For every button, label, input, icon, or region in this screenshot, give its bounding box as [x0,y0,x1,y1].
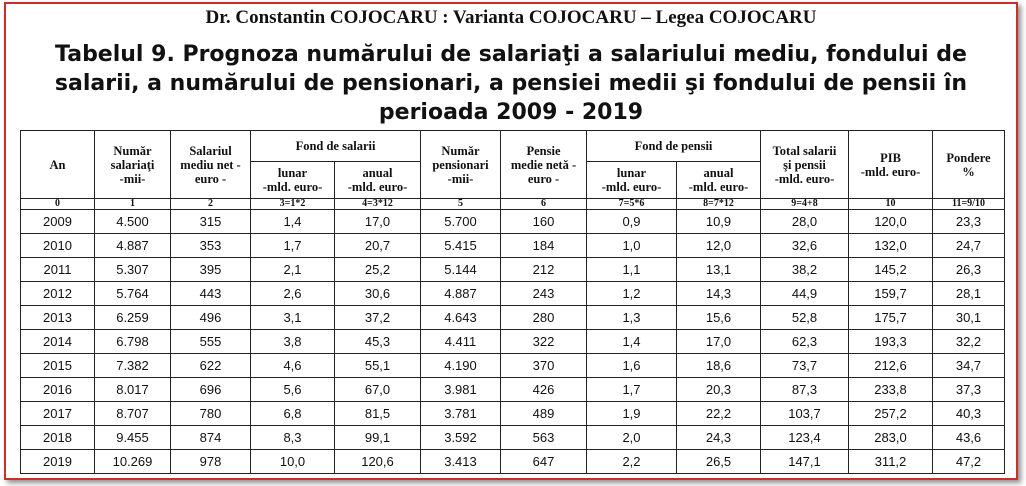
table-row [21,378,1005,402]
table-cell: 2,0 [587,426,677,450]
table-cell: 243 [501,282,587,306]
table-cell: 0,9 [587,210,677,234]
header-pondere: Pondere % [933,131,1005,199]
table-cell: 87,3 [761,378,849,402]
table-cell: 353 [171,234,251,258]
table-cell: 25,2 [335,258,421,282]
header-fond-salarii-anual: anual -mld. euro- [335,162,421,199]
table-cell: 2019 [21,450,95,474]
table-cell: 212 [501,258,587,282]
table-cell: 13,1 [677,258,761,282]
table-cell: 622 [171,354,251,378]
header-salariul-mediu: Salariul mediu net - euro - [171,131,251,199]
table-cell: 18,6 [677,354,761,378]
table-cell: 145,2 [849,258,933,282]
header-fond-salarii-lunar: lunar -mld. euro- [251,162,335,199]
table-title-line: perioada 2009 - 2019 [378,100,644,125]
table-cell: 32,6 [761,234,849,258]
table-cell: 1,3 [587,306,677,330]
table-cell: 4.190 [421,354,501,378]
header-total: Total salarii şi pensii -mld. euro- [761,131,849,199]
table-cell: 10,9 [677,210,761,234]
table-cell: 6.798 [95,330,171,354]
table-cell: 44,9 [761,282,849,306]
header-numar-pensionari: Număr pensionari -mii- [421,131,501,199]
table-cell: 30,6 [335,282,421,306]
table-title-line: Tabelul 9. Prognoza numărului de salariaţi a salariului mediu, fondului de [55,42,967,67]
table-cell: 4.500 [95,210,171,234]
table-cell: 10.269 [95,450,171,474]
forecast-table [20,130,1005,474]
header-fond-pensii: Fond de pensii [587,131,761,162]
table-cell: 5.764 [95,282,171,306]
table-cell: 3.592 [421,426,501,450]
table-cell: 22,2 [677,402,761,426]
table-cell: 37,3 [933,378,1005,402]
table-cell: 99,1 [335,426,421,450]
table-cell: 120,6 [335,450,421,474]
table-cell: 103,7 [761,402,849,426]
header-numar-salariati: Număr salariaţi -mii- [95,131,171,199]
table-cell: 52,8 [761,306,849,330]
table-cell: 3,1 [251,306,335,330]
table-cell: 874 [171,426,251,450]
table-cell: 7.382 [95,354,171,378]
table-cell: 17,0 [677,330,761,354]
table-cell: 24,3 [677,426,761,450]
table-cell: 1,1 [587,258,677,282]
table-row [21,282,1005,306]
table-cell: 81,5 [335,402,421,426]
column-index-cell: 3=1*2 [251,199,335,210]
table-cell: 4.411 [421,330,501,354]
table-cell: 3.981 [421,378,501,402]
table-row [21,258,1005,282]
table-cell: 426 [501,378,587,402]
table-row [21,402,1005,426]
table-cell: 8.707 [95,402,171,426]
header-pensie-medie: Pensie medie netă - euro - [501,131,587,199]
table-cell: 555 [171,330,251,354]
table-cell: 23,3 [933,210,1005,234]
column-index-cell: 7=5*6 [587,199,677,210]
table-cell: 370 [501,354,587,378]
table-cell: 212,6 [849,354,933,378]
column-index-cell: 8=7*12 [677,199,761,210]
author-banner: Dr. Constantin COJOCARU : Varianta COJOCARU – Legea COJOCARU [205,7,817,28]
table-cell: 43,6 [933,426,1005,450]
table-cell: 4.643 [421,306,501,330]
column-index-cell: 0 [21,199,95,210]
table-cell: 160 [501,210,587,234]
header-fond-pensii-anual: anual -mld. euro- [677,162,761,199]
document-frame [4,2,1018,480]
column-index-cell: 1 [95,199,171,210]
table-cell: 15,6 [677,306,761,330]
table-cell: 32,2 [933,330,1005,354]
table-cell: 4,6 [251,354,335,378]
table-cell: 26,3 [933,258,1005,282]
table-cell: 315 [171,210,251,234]
table-cell: 3.413 [421,450,501,474]
table-cell: 14,3 [677,282,761,306]
table-cell: 6.259 [95,306,171,330]
table-cell: 193,3 [849,330,933,354]
table-cell: 67,0 [335,378,421,402]
table-cell: 47,2 [933,450,1005,474]
table-cell: 28,1 [933,282,1005,306]
table-cell: 132,0 [849,234,933,258]
header-fond-pensii-lunar: lunar -mld. euro- [587,162,677,199]
table-cell: 4.887 [421,282,501,306]
table-row [21,354,1005,378]
table-cell: 12,0 [677,234,761,258]
table-cell: 2017 [21,402,95,426]
table-cell: 2009 [21,210,95,234]
table-cell: 20,3 [677,378,761,402]
table-cell: 2013 [21,306,95,330]
table-cell: 26,5 [677,450,761,474]
table-title-line: salarii, a numărului de pensionari, a pensiei medii şi fondului de pensii în [54,71,968,96]
table-cell: 2016 [21,378,95,402]
table-cell: 1,9 [587,402,677,426]
table-cell: 1,7 [587,378,677,402]
column-index-cell: 4=3*12 [335,199,421,210]
column-index-cell: 2 [171,199,251,210]
table-cell: 159,7 [849,282,933,306]
table-cell: 3.781 [421,402,501,426]
table-cell: 489 [501,402,587,426]
header-fond-salarii: Fond de salarii [251,131,421,162]
table-cell: 2015 [21,354,95,378]
table-cell: 123,4 [761,426,849,450]
table-cell: 780 [171,402,251,426]
table-cell: 24,7 [933,234,1005,258]
table-row [21,306,1005,330]
table-cell: 55,1 [335,354,421,378]
table-cell: 647 [501,450,587,474]
table-cell: 257,2 [849,402,933,426]
table-cell: 5.415 [421,234,501,258]
table-cell: 120,0 [849,210,933,234]
table-cell: 2010 [21,234,95,258]
header-pib: PIB -mld. euro- [849,131,933,199]
table-cell: 184 [501,234,587,258]
table-cell: 20,7 [335,234,421,258]
table-row [21,450,1005,474]
table-row [21,426,1005,450]
table-cell: 1,4 [587,330,677,354]
table-cell: 37,2 [335,306,421,330]
table-cell: 563 [501,426,587,450]
table-cell: 395 [171,258,251,282]
table-cell: 38,2 [761,258,849,282]
table-cell: 280 [501,306,587,330]
table-cell: 1,7 [251,234,335,258]
table-cell: 443 [171,282,251,306]
table-body [21,199,1005,474]
table-cell: 1,2 [587,282,677,306]
column-index-cell: 6 [501,199,587,210]
table-cell: 5.700 [421,210,501,234]
column-index-cell: 5 [421,199,501,210]
table-row [21,234,1005,258]
table-cell: 2012 [21,282,95,306]
table-cell: 2011 [21,258,95,282]
column-index-cell: 11=9/10 [933,199,1005,210]
table-cell: 5.144 [421,258,501,282]
table-cell: 2,1 [251,258,335,282]
table-title [6,40,1016,127]
table-cell: 233,8 [849,378,933,402]
table-cell: 30,1 [933,306,1005,330]
table-cell: 34,7 [933,354,1005,378]
table-cell: 5,6 [251,378,335,402]
table-cell: 175,7 [849,306,933,330]
table-cell: 17,0 [335,210,421,234]
table-cell: 322 [501,330,587,354]
table-cell: 62,3 [761,330,849,354]
table-cell: 2,2 [587,450,677,474]
table-cell: 9.455 [95,426,171,450]
table-cell: 45,3 [335,330,421,354]
column-index-row [21,199,1005,210]
table-cell: 6,8 [251,402,335,426]
header-an: An [21,131,95,199]
table-cell: 10,0 [251,450,335,474]
table-cell: 73,7 [761,354,849,378]
table-cell: 2014 [21,330,95,354]
table-cell: 3,8 [251,330,335,354]
table-cell: 2,6 [251,282,335,306]
table-cell: 4.887 [95,234,171,258]
table-cell: 696 [171,378,251,402]
column-index-cell: 9=4+8 [761,199,849,210]
table-cell: 5.307 [95,258,171,282]
table-row [21,210,1005,234]
table-cell: 28,0 [761,210,849,234]
table-cell: 2018 [21,426,95,450]
table-cell: 1,0 [587,234,677,258]
table-row [21,330,1005,354]
table-cell: 283,0 [849,426,933,450]
table-cell: 1,6 [587,354,677,378]
table-cell: 496 [171,306,251,330]
table-cell: 978 [171,450,251,474]
table-cell: 40,3 [933,402,1005,426]
table-cell: 1,4 [251,210,335,234]
table-cell: 311,2 [849,450,933,474]
table-cell: 147,1 [761,450,849,474]
table-cell: 8.017 [95,378,171,402]
column-index-cell: 10 [849,199,933,210]
table-cell: 8,3 [251,426,335,450]
